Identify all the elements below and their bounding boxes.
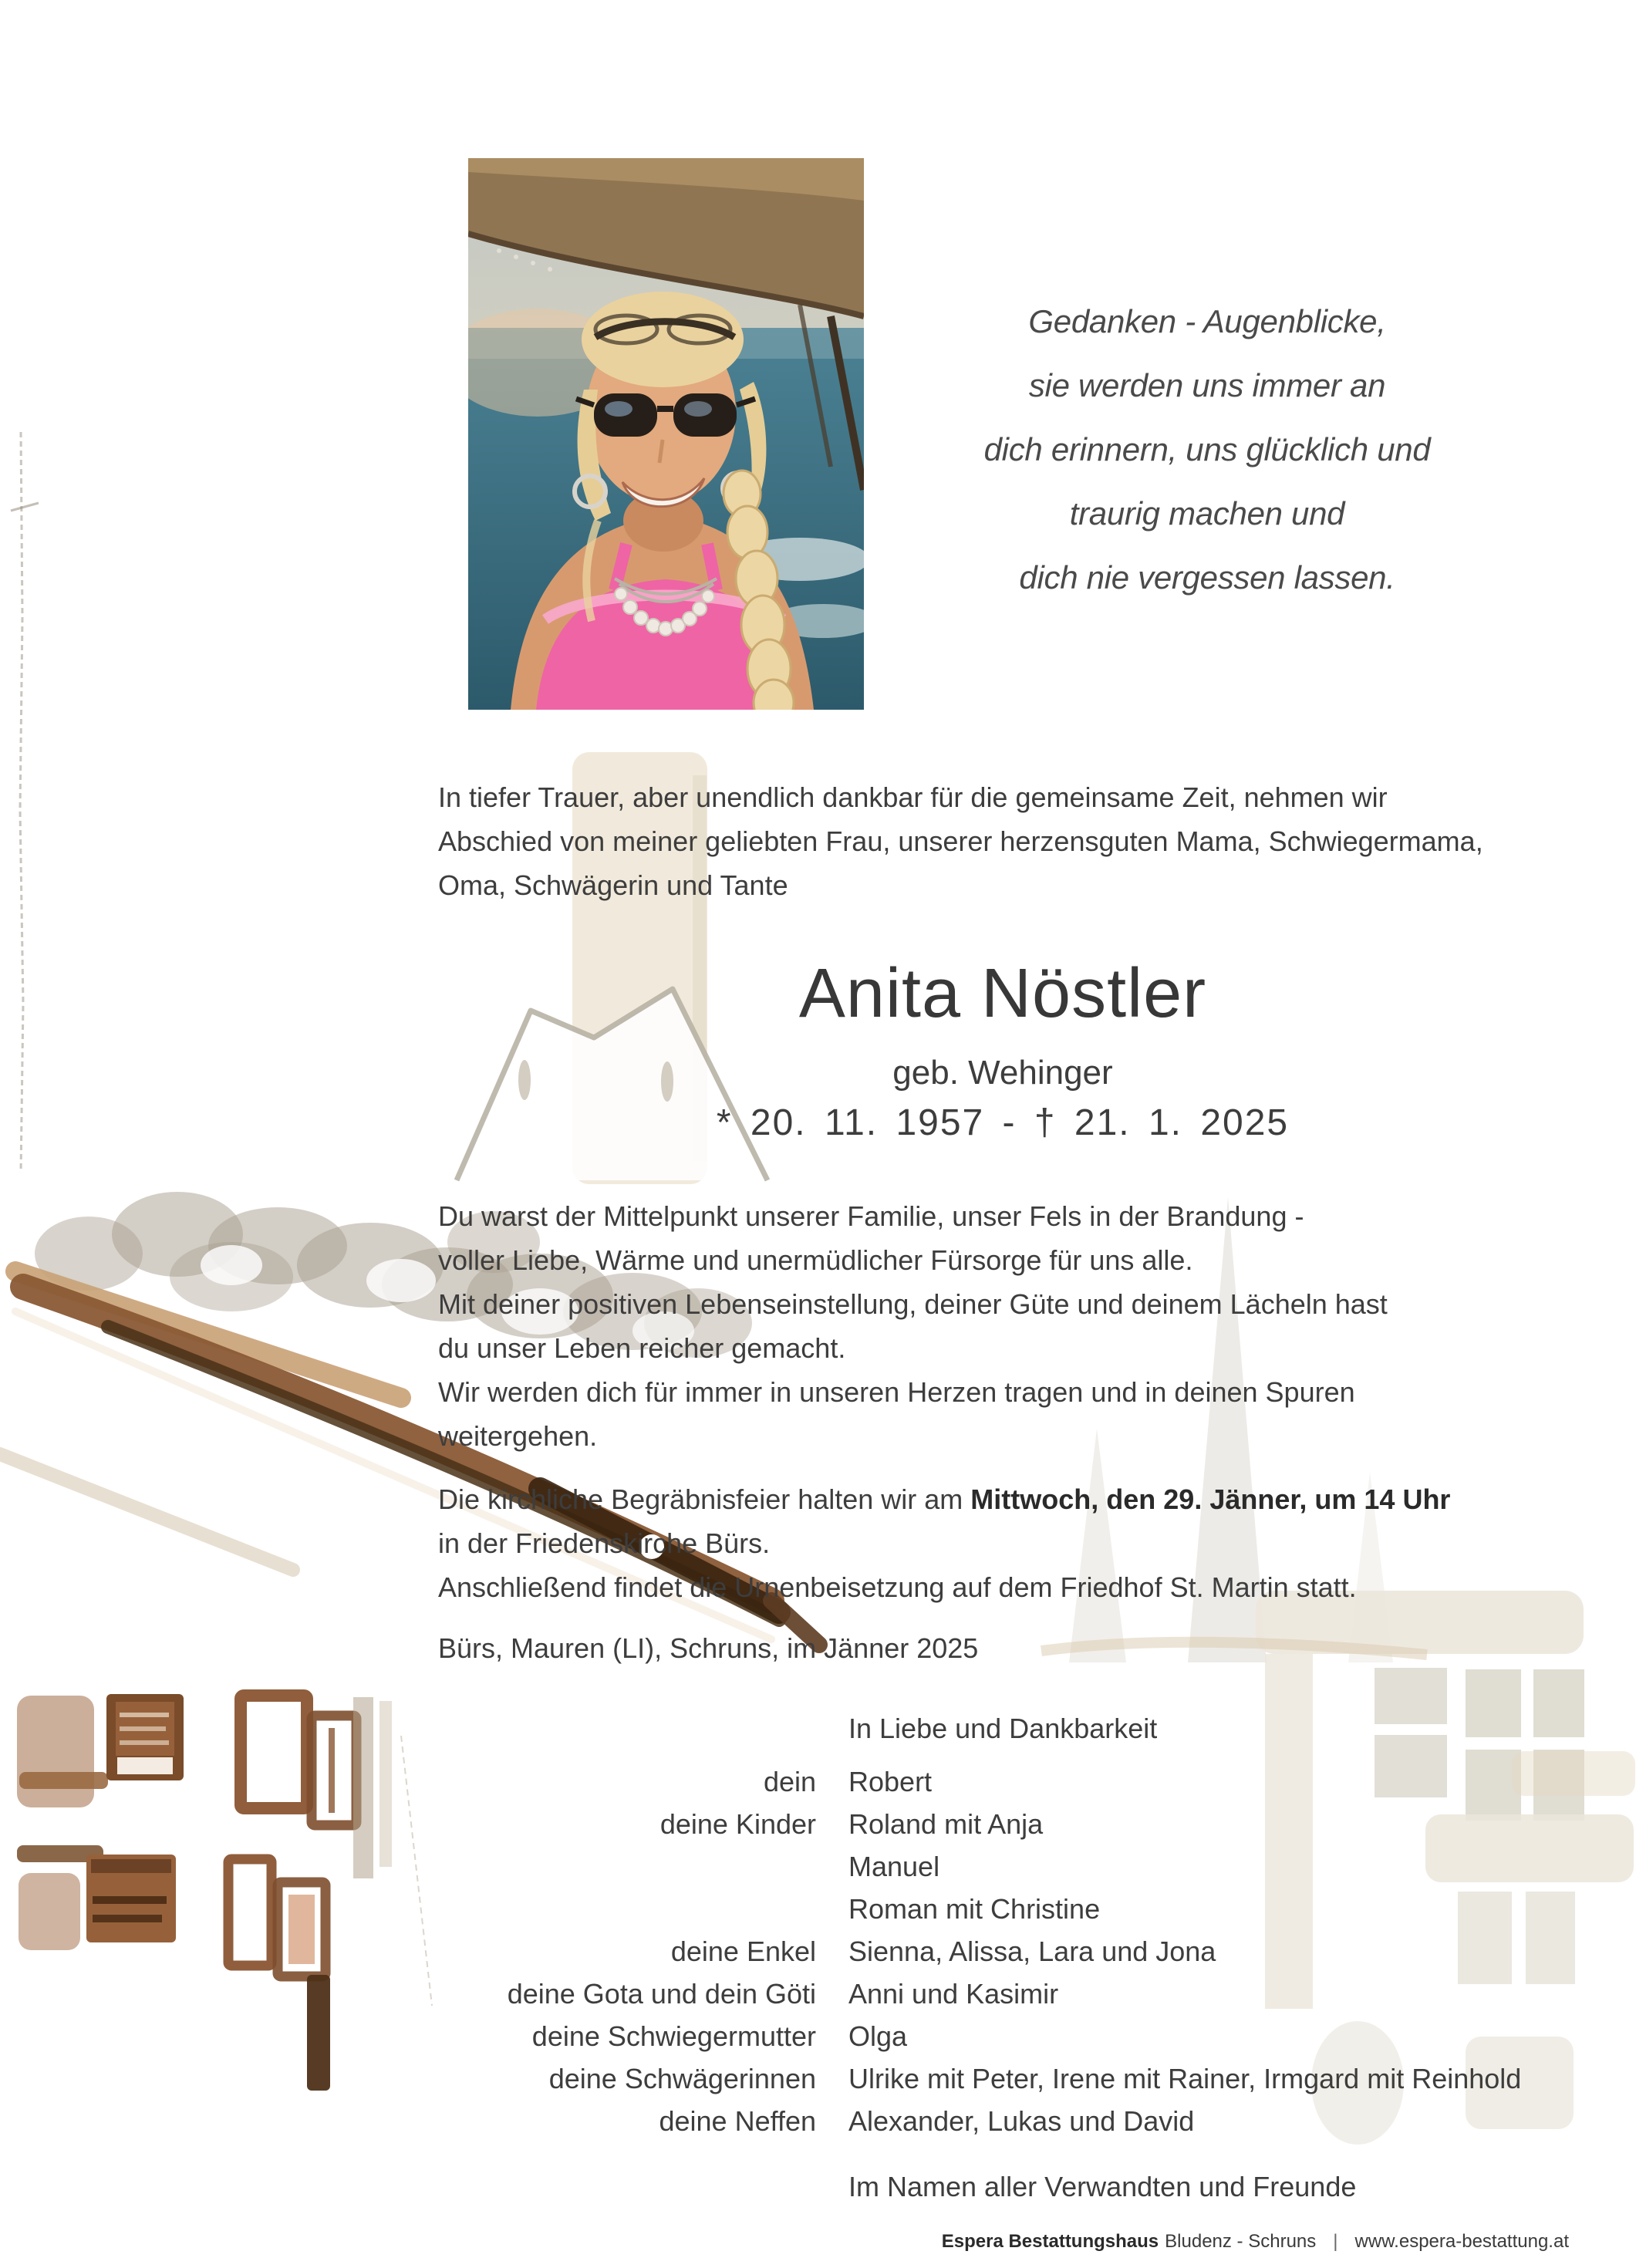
- verse-line: traurig machen und: [1069, 495, 1345, 532]
- place-dateline: Bürs, Mauren (LI), Schruns, im Jänner 2025: [438, 1632, 979, 1664]
- family-relation-label: deine Schwiegermutter: [531, 2020, 816, 2052]
- tribute-line: du unser Leben reicher gemacht.: [438, 1332, 846, 1364]
- family-row: [432, 1845, 1604, 1888]
- tribute-line: voller Liebe, Wärme und unermüdlicher Fürsorge für uns alle.: [438, 1244, 1193, 1276]
- family-relation-label: deine Gota und dein Göti: [507, 1978, 816, 2010]
- family-row: [432, 1760, 1604, 1803]
- verse-line: dich nie vergessen lassen.: [1019, 559, 1395, 596]
- family-row: [432, 2100, 1604, 2142]
- family-relation-label: deine Kinder: [659, 1808, 816, 1840]
- tribute-line: weitergehen.: [438, 1420, 598, 1452]
- announcement-line: Abschied von meiner geliebten Frau, unserer herzensguten Mama, Schwiegermama,: [438, 825, 1483, 857]
- announcement-line: In tiefer Trauer, aber unendlich dankbar für die gemeinsame Zeit, nehmen wir: [438, 781, 1388, 813]
- deceased-name-block: [432, 955, 1574, 1145]
- funeral-text: Die kirchliche Begräbnisfeier halten wir am: [438, 1483, 971, 1515]
- deceased-photo-image: [468, 158, 864, 710]
- family-row: [432, 1973, 1604, 2015]
- memorial-verse: [906, 289, 1508, 609]
- announcement-text: [438, 775, 1595, 907]
- funeral-datetime: Mittwoch, den 29. Jänner, um 14 Uhr: [970, 1483, 1451, 1515]
- family-row: [432, 2015, 1604, 2057]
- announcement-line: Oma, Schwägerin und Tante: [438, 869, 788, 901]
- family-names: Alexander, Lukas und David: [848, 2105, 1195, 2137]
- tribute-text: [438, 1194, 1611, 1458]
- pencil-sketch-line: [11, 432, 39, 1173]
- family-row: [432, 1803, 1604, 1845]
- funeral-line: Anschließend findet die Urnenbeisetzung auf dem Friedhof St. Martin statt.: [438, 1571, 1357, 1603]
- family-row: [432, 1930, 1604, 1973]
- funeral-details: [438, 1477, 1611, 1609]
- tribute-line: Du warst der Mittelpunkt unserer Familie, unser Fels in der Brandung -: [438, 1200, 1304, 1232]
- funeral-home-footer: [942, 2231, 1569, 2253]
- footer-separator: |: [1333, 2231, 1338, 2252]
- tribute-line: Mit deiner positiven Lebenseinstellung, deiner Güte und deinem Lächeln hast: [438, 1288, 1388, 1320]
- funeral-home-name: Espera Bestattungshaus: [941, 2231, 1159, 2252]
- in-name-of-line: Im Namen aller Verwandten und Freunde: [848, 2171, 1357, 2202]
- family-names: Anni und Kasimir: [848, 1978, 1059, 2010]
- family-names: Robert: [848, 1766, 933, 1797]
- verse-line: dich erinnern, uns glücklich und: [983, 431, 1431, 467]
- family-relation-label: deine Schwägerinnen: [548, 2063, 816, 2094]
- family-names: Roman mit Christine: [848, 1893, 1101, 1925]
- family-relation-label: deine Enkel: [670, 1936, 816, 1967]
- family-names: Sienna, Alissa, Lara und Jona: [848, 1936, 1216, 1967]
- funeral-home-website: www.espera-bestattung.at: [1354, 2231, 1569, 2252]
- family-row: [432, 1888, 1604, 1930]
- life-dates: * 20. 11. 1957 - † 21. 1. 2025: [716, 1102, 1290, 1143]
- verse-line: Gedanken - Augenblicke,: [1028, 303, 1386, 339]
- family-names: Olga: [848, 2020, 908, 2052]
- left-house-windows: [17, 1694, 432, 2091]
- funeral-line: in der Friedenskirche Bürs.: [438, 1527, 771, 1559]
- funeral-home-location: Bludenz - Schruns: [1165, 2231, 1317, 2252]
- family-relation-label: deine Neffen: [659, 2105, 816, 2137]
- family-row: [432, 2057, 1604, 2100]
- family-relation-label: dein: [763, 1766, 816, 1797]
- deceased-photo: [468, 158, 864, 710]
- closing-line: In Liebe und Dankbarkeit: [848, 1713, 1158, 1744]
- deceased-name: Anita Nöstler: [798, 955, 1207, 1032]
- funeral-line: [438, 1477, 1611, 1521]
- maiden-name: geb. Wehinger: [892, 1054, 1113, 1092]
- family-names: Ulrike mit Peter, Irene mit Rainer, Irmgard mit Reinhold: [848, 2063, 1522, 2094]
- tribute-line: Wir werden dich für immer in unseren Herzen tragen und in deinen Spuren: [438, 1376, 1355, 1408]
- family-names: Manuel: [848, 1851, 940, 1882]
- verse-line: sie werden uns immer an: [1028, 367, 1386, 403]
- family-names: Roland mit Anja: [848, 1808, 1044, 1840]
